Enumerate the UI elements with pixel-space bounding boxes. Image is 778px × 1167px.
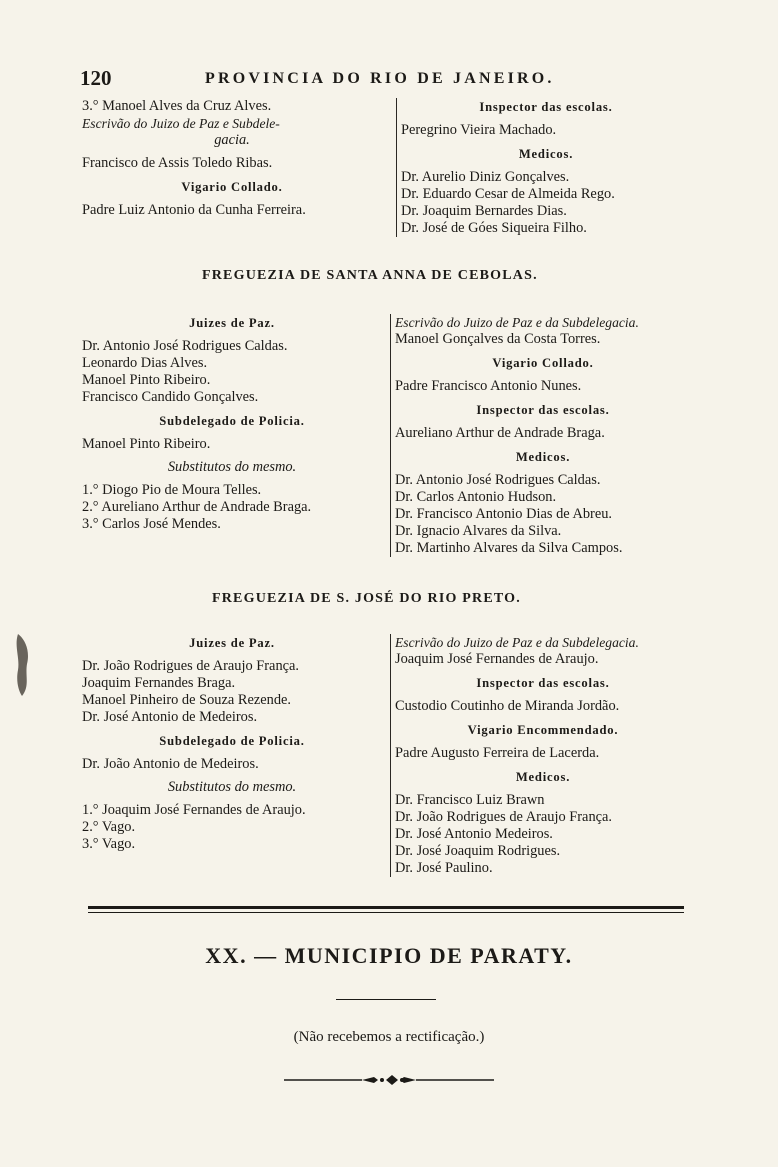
entry-line: Manoel Pinto Ribeiro. bbox=[82, 436, 211, 452]
italic-subheading: Substitutos do mesmo. bbox=[167, 459, 297, 475]
entry-line: Custodio Coutinho de Miranda Jordão. bbox=[395, 698, 620, 714]
rio-preto-right-column bbox=[390, 634, 691, 877]
top-right-column bbox=[396, 98, 691, 237]
top-left-column bbox=[82, 98, 382, 219]
entry-line: 3.° Vago. bbox=[82, 836, 136, 852]
subheading: Juizes de Paz. bbox=[189, 316, 275, 330]
entry-line: Dr. Ignacio Alvares da Silva. bbox=[395, 523, 562, 539]
entry-line: Dr. Carlos Antonio Hudson. bbox=[395, 489, 557, 505]
entry-line: Joaquim Fernandes Braga. bbox=[82, 675, 236, 691]
entry-line: Dr. Francisco Luiz Brawn bbox=[395, 792, 545, 808]
subheading: Subdelegado de Policia. bbox=[159, 734, 305, 748]
entry-line: Manoel Gonçalves da Costa Torres. bbox=[395, 331, 601, 347]
entry-line: Padre Luiz Antonio da Cunha Ferreira. bbox=[82, 202, 306, 218]
entry-line: Manoel Pinto Ribeiro. bbox=[82, 372, 211, 388]
entry-line: Padre Augusto Ferreira de Lacerda. bbox=[395, 745, 600, 761]
entry-line: Aureliano Arthur de Andrade Braga. bbox=[395, 425, 605, 441]
subheading: Juizes de Paz. bbox=[189, 636, 275, 650]
subheading: Inspector das escolas. bbox=[476, 676, 610, 690]
subheading: Vigario Collado. bbox=[492, 356, 594, 370]
entry-line: Dr. Eduardo Cesar de Almeida Rego. bbox=[401, 186, 615, 202]
running-title: PROVINCIA DO RIO DE JANEIRO. bbox=[205, 70, 555, 87]
subheading: Inspector das escolas. bbox=[479, 100, 613, 114]
italic-subheading: gacia. bbox=[214, 132, 250, 148]
entry-line: Dr. Aurelio Diniz Gonçalves. bbox=[401, 169, 570, 185]
entry-line: 1.° Joaquim José Fernandes de Araujo. bbox=[82, 802, 306, 818]
section-title-rio-preto: FREGUEZIA DE S. JOSÉ DO RIO PRETO. bbox=[212, 591, 521, 606]
entry-line: Dr. João Antonio de Medeiros. bbox=[82, 756, 259, 772]
entry-line: 2.° Aureliano Arthur de Andrade Braga. bbox=[82, 499, 312, 515]
entry-line: Dr. João Rodrigues de Araujo França. bbox=[395, 809, 613, 825]
entry-line: 3.° Manoel Alves da Cruz Alves. bbox=[82, 98, 272, 114]
entry-line: Dr. Joaquim Bernardes Dias. bbox=[401, 203, 567, 219]
subheading: Vigario Collado. bbox=[181, 180, 283, 194]
entry-line: Dr. José Antonio Medeiros. bbox=[395, 826, 553, 842]
entry-line: Dr. Martinho Alvares da Silva Campos. bbox=[395, 540, 623, 556]
entry-line: Leonardo Dias Alves. bbox=[82, 355, 208, 371]
entry-line: 2.° Vago. bbox=[82, 819, 136, 835]
short-rule bbox=[336, 999, 436, 1000]
subheading: Vigario Encommendado. bbox=[467, 723, 619, 737]
entry-line: Joaquim José Fernandes de Araujo. bbox=[395, 651, 599, 667]
binding-smudge-icon bbox=[12, 630, 34, 700]
entry-line: 3.° Carlos José Mendes. bbox=[82, 516, 221, 532]
entry-line: Dr. José de Góes Siqueira Filho. bbox=[401, 220, 587, 236]
subheading: Medicos. bbox=[515, 450, 571, 464]
section-title-santa-anna: FREGUEZIA DE SANTA ANNA DE CEBOLAS. bbox=[202, 268, 538, 283]
santa-anna-left-column bbox=[82, 314, 382, 533]
double-rule-bottom bbox=[88, 912, 684, 913]
page-header bbox=[80, 66, 600, 94]
entry-line: Padre Francisco Antonio Nunes. bbox=[395, 378, 582, 394]
entry-line: Francisco Candido Gonçalves. bbox=[82, 389, 259, 405]
rio-preto-left-column bbox=[82, 634, 382, 853]
entry-line: 1.° Diogo Pio de Moura Telles. bbox=[82, 482, 262, 498]
subheading: Inspector das escolas. bbox=[476, 403, 610, 417]
page-number: 120 bbox=[80, 66, 112, 90]
santa-anna-right-column bbox=[390, 314, 691, 557]
entry-line: Dr. José Joaquim Rodrigues. bbox=[395, 843, 561, 859]
italic-heading: Escrivão do Juizo de Paz e da Subdelegacia. bbox=[395, 635, 639, 650]
subheading: Medicos. bbox=[515, 770, 571, 784]
ornament-divider-icon bbox=[284, 1072, 494, 1088]
rectification-note: (Não recebemos a rectificação.) bbox=[293, 1029, 485, 1045]
italic-heading: Escrivão do Juizo de Paz e da Subdelegacia. bbox=[395, 315, 639, 330]
italic-heading: Escrivão do Juizo de Paz e Subdele- bbox=[82, 116, 280, 131]
entry-line: Dr. José Antonio de Medeiros. bbox=[82, 709, 258, 725]
entry-line: Manoel Pinheiro de Souza Rezende. bbox=[82, 692, 292, 708]
entry-line: Peregrino Vieira Machado. bbox=[401, 122, 557, 138]
entry-line: Dr. João Rodrigues de Araujo França. bbox=[82, 658, 300, 674]
entry-line: Dr. Francisco Antonio Dias de Abreu. bbox=[395, 506, 613, 522]
entry-line: Dr. Antonio José Rodrigues Caldas. bbox=[82, 338, 288, 354]
subheading: Medicos. bbox=[518, 147, 574, 161]
municipio-title: XX. — MUNICIPIO DE PARATY. bbox=[205, 943, 573, 968]
italic-subheading: Substitutos do mesmo. bbox=[167, 779, 297, 795]
double-rule-top bbox=[88, 906, 684, 909]
entry-line: Dr. Antonio José Rodrigues Caldas. bbox=[395, 472, 601, 488]
subheading: Subdelegado de Policia. bbox=[159, 414, 305, 428]
entry-line: Francisco de Assis Toledo Ribas. bbox=[82, 155, 273, 171]
entry-line: Dr. José Paulino. bbox=[395, 860, 493, 876]
